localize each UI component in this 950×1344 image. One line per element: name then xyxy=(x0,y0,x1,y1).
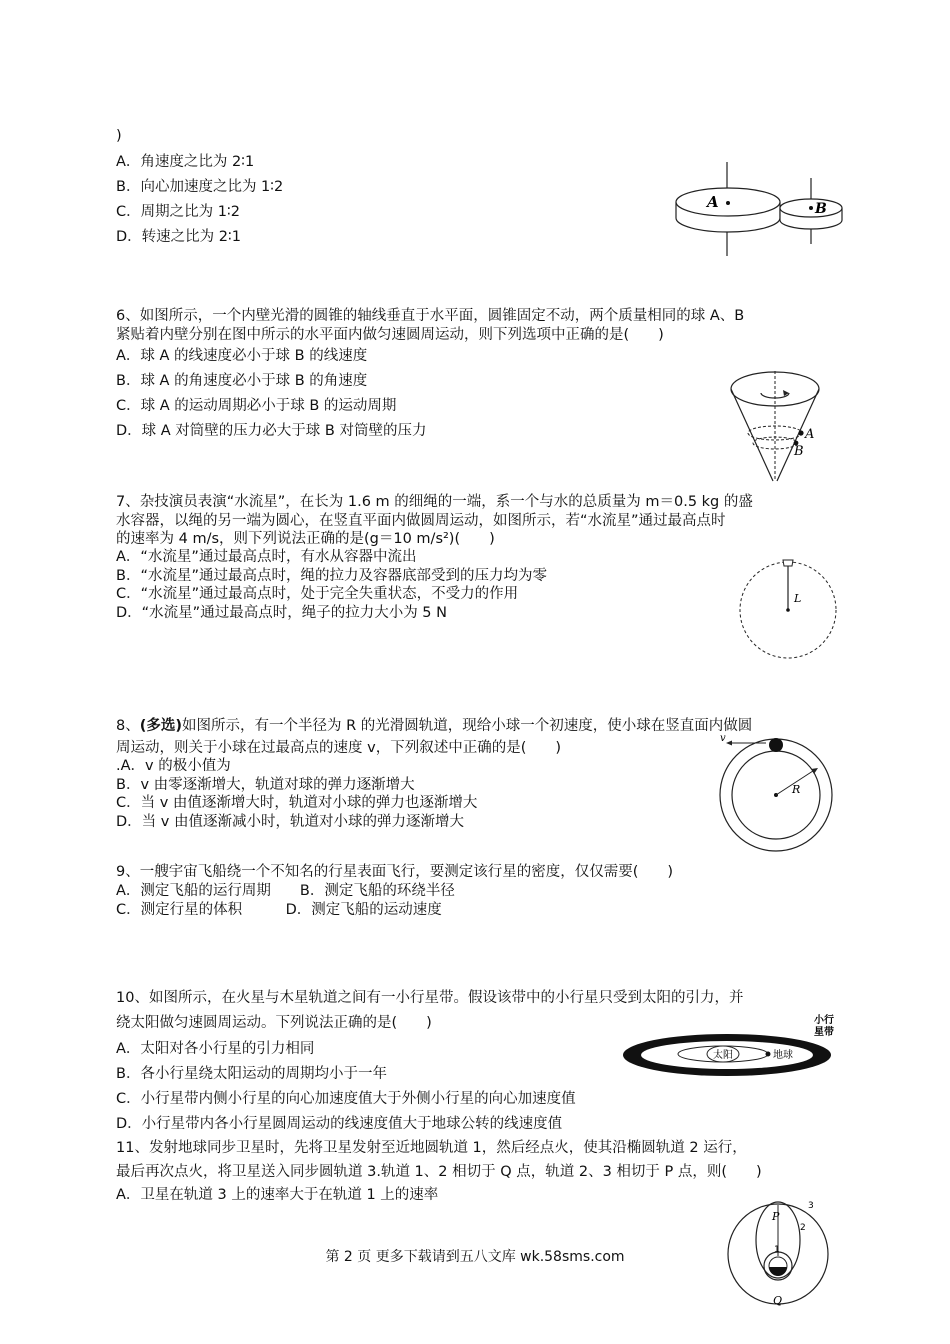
q8-fig-label-v: v xyxy=(720,733,726,744)
q10-figure-asteroid-belt xyxy=(620,1013,842,1079)
q5-option-b: B．向心加速度之比为 1∶2 xyxy=(116,179,284,195)
q10-line-1: 10、如图所示，在火星与木星轨道之间有一小行星带。假设该带中的小行星只受到太阳的引力，并 xyxy=(116,990,744,1006)
q7-option-a: A．“水流星”通过最高点时，有水从容器中流出 xyxy=(116,549,417,565)
q11-option-a: A．卫星在轨道 3 上的速率大于在轨道 1 上的速率 xyxy=(116,1187,439,1203)
q5-tail: ) xyxy=(116,128,122,144)
q10-line-2: 绕太阳做匀速圆周运动。下列说法正确的是( ) xyxy=(116,1015,432,1031)
q10-option-b: B．各小行星绕太阳运动的周期均小于一年 xyxy=(116,1066,387,1082)
q5-option-a: A．角速度之比为 2∶1 xyxy=(116,154,255,170)
q8-line-1-text: 如图所示，有一个半径为 R 的光滑圆轨道，现给小球一个初速度，使小球在竖直面内做圆 xyxy=(182,718,753,734)
q5-option-d: D．转速之比为 2∶1 xyxy=(116,229,241,245)
q8-line-1 xyxy=(116,716,752,736)
q7-option-c: C．“水流星”通过最高点时，处于完全失重状态，不受力的作用 xyxy=(116,586,519,602)
q6-option-d: D．球 A 对筒壁的压力必大于球 B 对筒壁的压力 xyxy=(116,423,427,439)
q7-figure-circle xyxy=(736,556,840,662)
q11-line-1: 11、发射地球同步卫星时，先将卫星发射至近地圆轨道 1，然后经点火，使其沿椭圆轨道 2 运行， xyxy=(116,1140,747,1156)
q6-option-c: C．球 A 的运动周期必小于球 B 的运动周期 xyxy=(116,398,397,414)
q11-fig-label-3: 3 xyxy=(808,1201,814,1211)
q9-line-1: 9、一艘宇宙飞船绕一个不知名的行星表面飞行，要测定该行星的密度，仅仅需要( ) xyxy=(116,864,674,880)
q8-figure-track xyxy=(714,733,838,859)
page-footer: 第 2 页 更多下载请到五八文库 wk.58sms.com xyxy=(325,1249,625,1265)
q10-fig-label-sun: 太阳 xyxy=(713,1050,733,1061)
q8-fig-label-r: R xyxy=(792,783,801,796)
q10-fig-label-belt-1: 小行 xyxy=(814,1015,834,1026)
q8-number: 8、 xyxy=(116,718,140,734)
q11-fig-label-1: 1 xyxy=(774,1245,780,1255)
q8-line-2: 周运动，则关于小球在过最高点的速度 v，下列叙述中正确的是( ) xyxy=(116,740,562,756)
q7-fig-label-l: L xyxy=(794,592,802,605)
q8-tag: (多选) xyxy=(139,718,182,734)
q7-line-1: 7、杂技演员表演“水流星”，在长为 1.6 m 的细绳的一端，系一个与水的总质量为 m＝0.5 kg 的盛 xyxy=(116,494,753,510)
q5-figure-discs xyxy=(670,160,850,260)
q7-line-2: 水容器，以绳的另一端为圆心，在竖直平面内做圆周运动，如图所示，若“水流星”通过最高点时 xyxy=(116,513,726,529)
q10-option-d: D．小行星带内各小行星圆周运动的线速度值大于地球公转的线速度值 xyxy=(116,1116,563,1132)
q9-line-2: A．测定飞船的运行周期 B．测定飞船的环绕半径 xyxy=(116,883,455,899)
q10-fig-label-earth: 地球 xyxy=(773,1050,793,1061)
q5-fig-label-b: B xyxy=(815,201,827,217)
q6-line-2: 紧贴着内壁分别在图中所示的水平面内做匀速圆周运动，则下列选项中正确的是( ) xyxy=(116,327,664,343)
q5-option-c: C．周期之比为 1∶2 xyxy=(116,204,240,220)
q8-option-c: C．当 v 由值逐渐增大时，轨道对小球的弹力也逐渐增大 xyxy=(116,795,478,811)
q6-fig-label-b: B xyxy=(794,444,804,459)
q10-option-a: A．太阳对各小行星的引力相同 xyxy=(116,1041,315,1057)
q10-fig-label-belt-2: 星带 xyxy=(814,1027,834,1038)
q6-fig-label-a: A xyxy=(805,427,815,442)
q7-option-d: D．“水流星”通过最高点时，绳子的拉力大小为 5 N xyxy=(116,605,447,621)
q9-line-3: C．测定行星的体积 D．测定飞船的运动速度 xyxy=(116,902,442,918)
q7-line-3: 的速率为 4 m/s，则下列说法正确的是(g＝10 m/s²)( ) xyxy=(116,531,495,547)
q5-fig-label-a: A xyxy=(707,193,719,211)
q8-option-a: .A．v 的极小值为 xyxy=(116,758,231,774)
q11-line-2: 最后再次点火，将卫星送入同步圆轨道 3.轨道 1、2 相切于 Q 点，轨道 2、3 相切于 P 点，则( ) xyxy=(116,1164,762,1180)
q6-figure-cone xyxy=(725,363,835,487)
q11-fig-label-p: P xyxy=(772,1210,780,1223)
q8-option-d: D．当 v 由值逐渐减小时，轨道对小球的弹力逐渐增大 xyxy=(116,814,464,830)
q10-option-c: C．小行星带内侧小行星的向心加速度值大于外侧小行星的向心加速度值 xyxy=(116,1091,576,1107)
q6-option-a: A．球 A 的线速度必小于球 B 的线速度 xyxy=(116,348,368,364)
q8-option-b: B．v 由零逐渐增大，轨道对球的弹力逐渐增大 xyxy=(116,777,415,793)
q7-option-b: B．“水流星”通过最高点时，绳的拉力及容器底部受到的压力均为零 xyxy=(116,568,547,584)
q6-line-1: 6、如图所示，一个内壁光滑的圆锥的轴线垂直于水平面，圆锥固定不动，两个质量相同的球 A、B xyxy=(116,308,745,324)
q6-option-b: B．球 A 的角速度必小于球 B 的角速度 xyxy=(116,373,368,389)
q11-fig-label-q: Q xyxy=(773,1294,783,1307)
q11-fig-label-2: 2 xyxy=(800,1223,806,1233)
